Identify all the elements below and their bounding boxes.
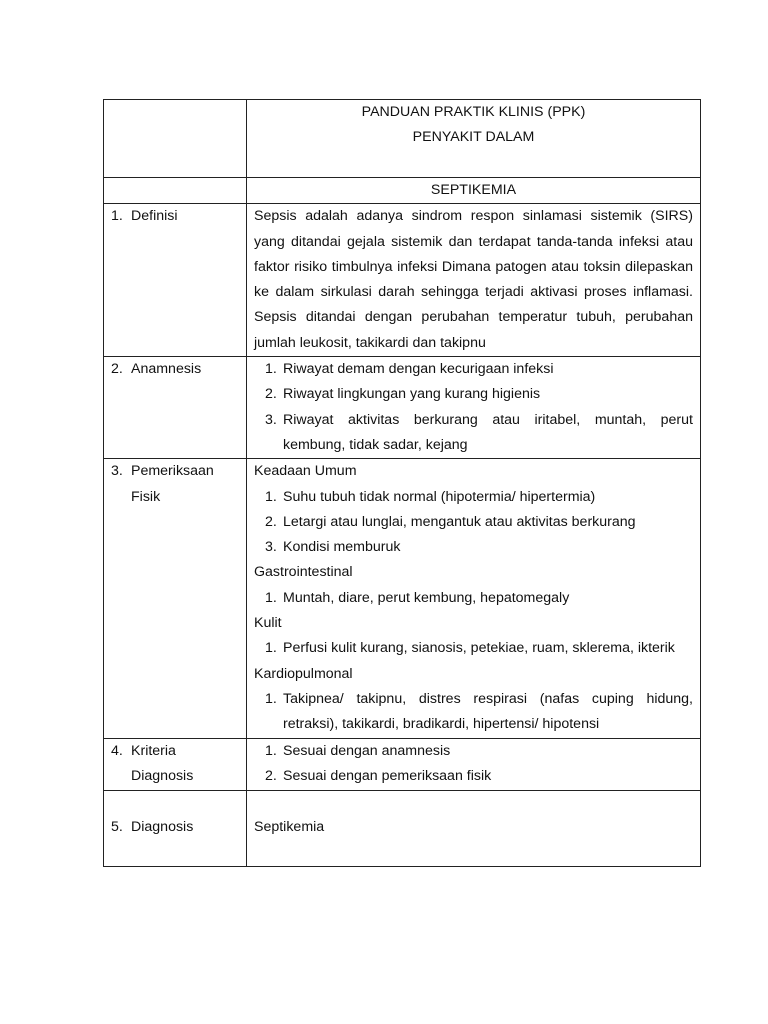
- list-item: 1. Muntah, diare, perut kembung, hepatomegaly: [265, 589, 570, 606]
- row-number: 5.: [111, 819, 123, 836]
- header-empty-cell: [104, 100, 247, 178]
- group-title: Kardiopulmonal: [254, 665, 353, 682]
- row-number: 3.: [111, 463, 123, 480]
- pemeriksaan-label-cell: [104, 459, 247, 738]
- row-label: Anamnesis: [131, 361, 202, 378]
- list-item: 2. Riwayat lingkungan yang kurang higienis: [265, 386, 541, 403]
- group-list: [254, 586, 693, 611]
- group-list: [254, 485, 693, 561]
- ppk-table: [103, 99, 701, 867]
- diagnosis-row: [104, 790, 701, 866]
- document-title: PANDUAN PRAKTIK KLINIS (PPK): [361, 104, 586, 120]
- group-list: [254, 636, 693, 661]
- row-number: 2.: [111, 361, 123, 378]
- topic-row: [104, 178, 701, 204]
- group-list: [254, 687, 693, 738]
- row-label: Definisi: [131, 208, 178, 225]
- anamnesis-list: [254, 357, 693, 458]
- header-row: [104, 100, 701, 178]
- kriteria-list: [254, 739, 693, 790]
- list-item: 3. Riwayat aktivitas berkurang atau iritabel, muntah, perut kembung, tidak sadar, kejang: [265, 411, 693, 453]
- kriteria-label-cell: [104, 738, 247, 790]
- row-label-continued: Fisik: [131, 488, 161, 505]
- definisi-row: [104, 204, 701, 357]
- pemeriksaan-content: [247, 459, 701, 738]
- row-label: Pemeriksaan: [131, 463, 214, 480]
- kriteria-content: [247, 738, 701, 790]
- topic-title: SEPTIKEMIA: [247, 178, 701, 204]
- list-item: 1. Takipnea/ takipnu, distres respirasi (nafas cuping hidung, retraksi), takikardi, bradikardi, hipertensi/ hipotensi: [265, 690, 693, 733]
- group-title: Gastrointestinal: [254, 564, 353, 581]
- pemeriksaan-row: [104, 459, 701, 738]
- anamnesis-row: [104, 357, 701, 459]
- row-label: Kriteria: [131, 742, 176, 759]
- row-number: 1.: [111, 208, 123, 225]
- diagnosis-value: Septikemia: [247, 790, 701, 866]
- row-number: 4.: [111, 742, 123, 759]
- group-title: Keadaan Umum: [254, 463, 357, 480]
- list-item: 1. Perfusi kulit kurang, sianosis, petekiae, ruam, sklerema, ikterik: [265, 640, 675, 657]
- row-label: Diagnosis: [131, 819, 194, 836]
- document-subtitle: PENYAKIT DALAM: [412, 129, 535, 146]
- definisi-text: Sepsis adalah adanya sindrom respon sinlamasi sistemik (SIRS) yang ditandai gejala sistemik dan terdapat tanda-tanda infeksi atau faktor risiko timbulnya infeksi Dimana patogen atau toksin dilepaskan ke dalam sirkulasi darah sehingga terjadi aktivasi proses inflamasi. Sepsis ditandai dengan perubahan temperatur tubuh, perubahan jumlah leukosit, takikardi dan takipnu: [247, 204, 701, 357]
- list-item: 2. Sesuai dengan pemeriksaan fisik: [265, 767, 492, 784]
- topic-empty-cell: [104, 178, 247, 204]
- definisi-label-cell: [104, 204, 247, 357]
- list-item: 1. Sesuai dengan anamnesis: [265, 742, 451, 759]
- list-item: 3. Kondisi memburuk: [265, 539, 401, 556]
- list-item: 2. Letargi atau lunglai, mengantuk atau aktivitas berkurang: [265, 513, 636, 530]
- anamnesis-label-cell: [104, 357, 247, 459]
- header-title-cell: [247, 100, 701, 178]
- kriteria-row: [104, 738, 701, 790]
- anamnesis-content: [247, 357, 701, 459]
- group-title: Kulit: [254, 615, 282, 632]
- diagnosis-label-cell: [104, 790, 247, 866]
- row-label-continued: Diagnosis: [131, 767, 194, 784]
- list-item: 1. Suhu tubuh tidak normal (hipotermia/ hipertermia): [265, 488, 596, 505]
- list-item: 1. Riwayat demam dengan kecurigaan infeksi: [265, 361, 554, 378]
